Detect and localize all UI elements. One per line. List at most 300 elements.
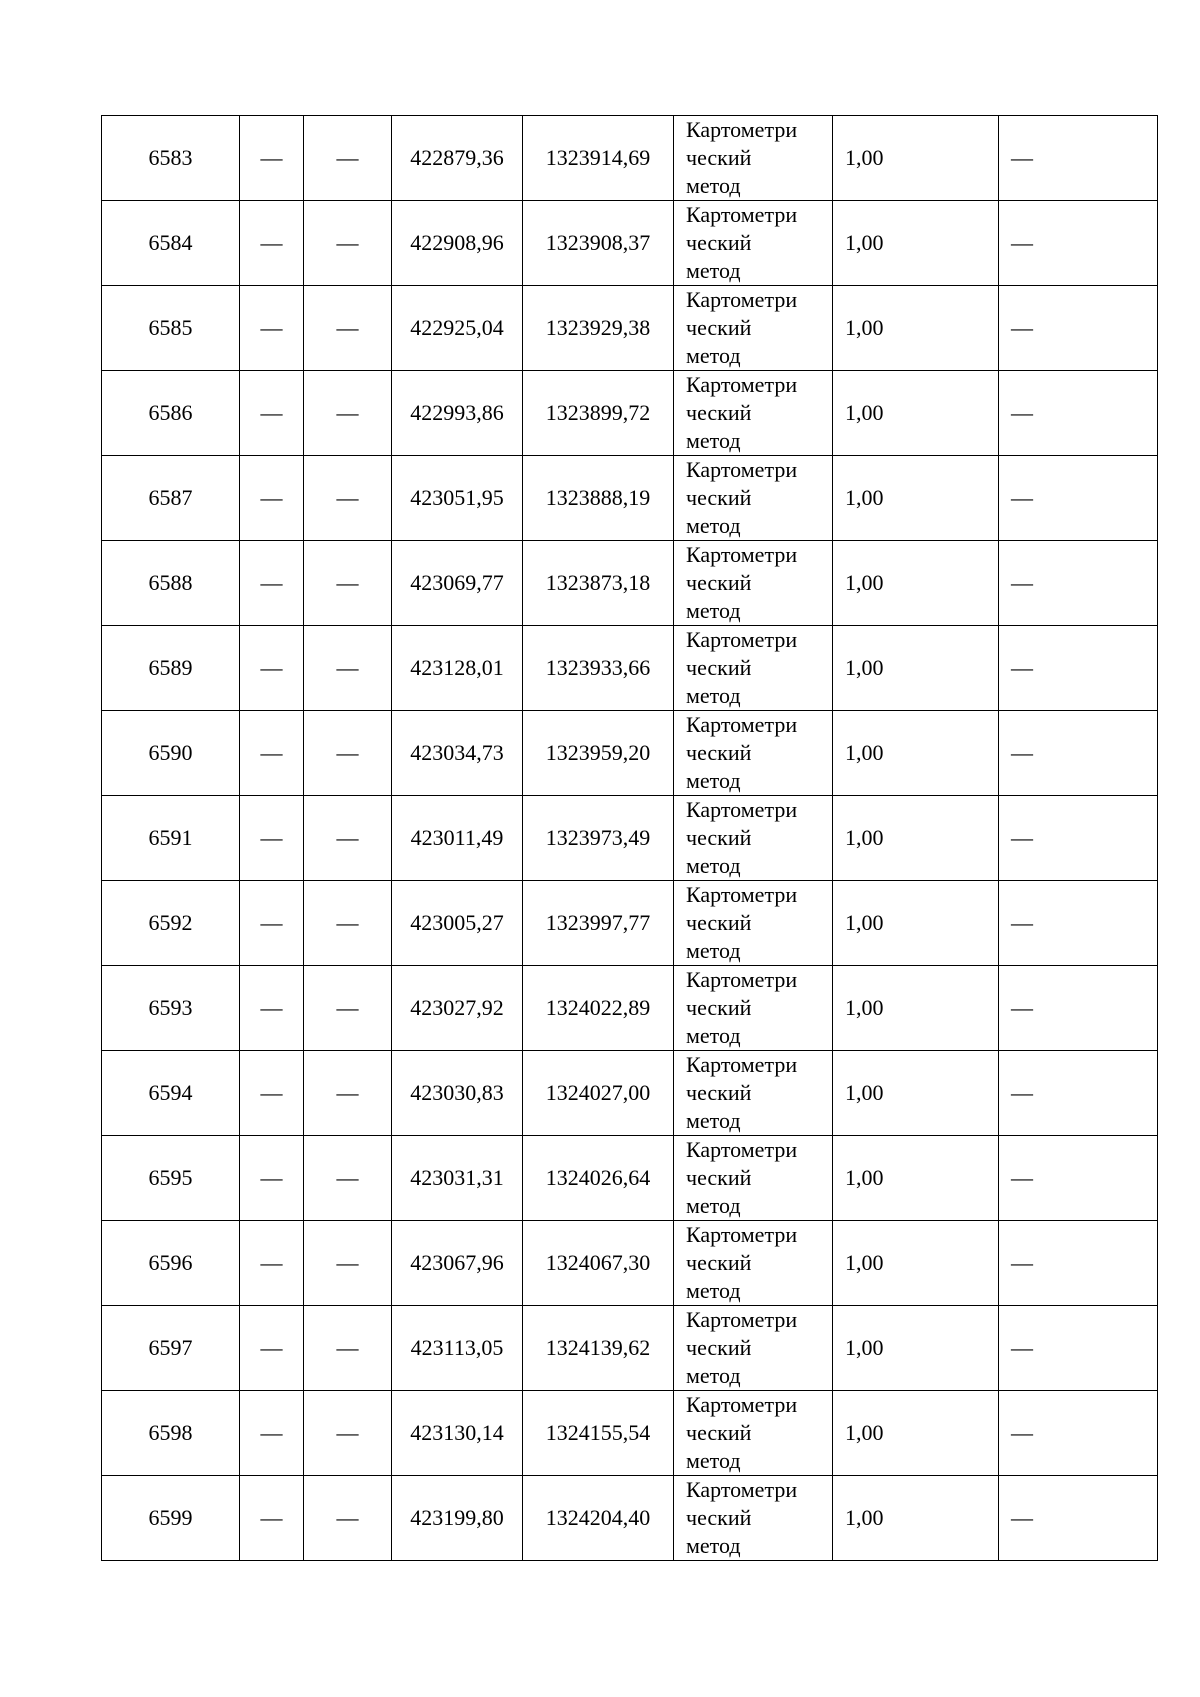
- old-y-cell: [304, 1221, 392, 1306]
- method-line-3: метод: [686, 683, 741, 708]
- method-line-3: метод: [686, 1108, 741, 1133]
- old-x-text: —: [260, 740, 283, 765]
- y-coordinate-cell: [523, 286, 674, 371]
- point-number-cell: [102, 1476, 240, 1561]
- description-text: —: [1011, 485, 1033, 510]
- x-coordinate-cell: [392, 626, 523, 711]
- accuracy-text: 1,00: [845, 230, 884, 255]
- point-number-cell: [102, 541, 240, 626]
- point-number-cell: [102, 796, 240, 881]
- y-coordinate-text: 1323959,20: [545, 740, 651, 765]
- x-coordinate-cell: [392, 201, 523, 286]
- y-coordinate-text: 1323973,49: [545, 825, 651, 850]
- old-y-cell: [304, 796, 392, 881]
- x-coordinate-text: 423051,95: [410, 485, 504, 510]
- old-y-text: —: [336, 825, 359, 850]
- method-line-3: метод: [686, 853, 741, 878]
- point-number-text: 6590: [148, 740, 193, 765]
- old-x-cell: [240, 626, 304, 711]
- accuracy-cell: [833, 456, 999, 541]
- x-coordinate-cell: [392, 1306, 523, 1391]
- accuracy-cell: [833, 1221, 999, 1306]
- x-coordinate-cell: [392, 116, 523, 201]
- old-x-text: —: [260, 570, 283, 595]
- method-line-1: Картометри: [686, 202, 798, 227]
- method-line-2: ческий: [686, 145, 752, 170]
- old-y-cell: [304, 1306, 392, 1391]
- method-cell: [674, 881, 833, 966]
- accuracy-text: 1,00: [845, 1420, 884, 1445]
- table-row: [102, 286, 1158, 371]
- x-coordinate-cell: [392, 711, 523, 796]
- table-row: [102, 1136, 1158, 1221]
- old-y-text: —: [336, 910, 359, 935]
- method-line-2: ческий: [686, 230, 752, 255]
- method-cell: [674, 201, 833, 286]
- method-cell: [674, 796, 833, 881]
- old-y-cell: [304, 201, 392, 286]
- method-line-1: Картометри: [686, 1137, 798, 1162]
- description-cell: [999, 371, 1158, 456]
- y-coordinate-text: 1323908,37: [545, 230, 651, 255]
- old-y-cell: [304, 1136, 392, 1221]
- y-coordinate-cell: [523, 626, 674, 711]
- point-number-text: 6597: [148, 1335, 193, 1360]
- accuracy-text: 1,00: [845, 1165, 884, 1190]
- old-x-text: —: [260, 1165, 283, 1190]
- old-x-text: —: [260, 1335, 283, 1360]
- old-x-cell: [240, 796, 304, 881]
- old-y-cell: [304, 1476, 392, 1561]
- y-coordinate-cell: [523, 116, 674, 201]
- method-line-2: ческий: [686, 485, 752, 510]
- accuracy-text: 1,00: [845, 995, 884, 1020]
- method-line-1: Картометри: [686, 712, 798, 737]
- x-coordinate-cell: [392, 371, 523, 456]
- old-x-cell: [240, 1476, 304, 1561]
- description-text: —: [1011, 1080, 1033, 1105]
- old-x-cell: [240, 541, 304, 626]
- y-coordinate-cell: [523, 966, 674, 1051]
- y-coordinate-cell: [523, 881, 674, 966]
- y-coordinate-text: 1324139,62: [545, 1335, 651, 1360]
- table-row: [102, 201, 1158, 286]
- method-line-2: ческий: [686, 825, 752, 850]
- old-y-text: —: [336, 315, 359, 340]
- description-cell: [999, 456, 1158, 541]
- y-coordinate-text: 1323914,69: [545, 145, 651, 170]
- old-x-text: —: [260, 485, 283, 510]
- x-coordinate-text: 422908,96: [410, 230, 504, 255]
- old-y-text: —: [336, 1080, 359, 1105]
- method-line-3: метод: [686, 598, 741, 623]
- method-line-3: метод: [686, 1023, 741, 1048]
- accuracy-cell: [833, 1391, 999, 1476]
- description-cell: [999, 796, 1158, 881]
- old-x-cell: [240, 201, 304, 286]
- method-line-3: метод: [686, 513, 741, 538]
- accuracy-text: 1,00: [845, 485, 884, 510]
- x-coordinate-text: 423113,05: [410, 1335, 504, 1360]
- x-coordinate-text: 422879,36: [410, 145, 504, 170]
- y-coordinate-cell: [523, 201, 674, 286]
- old-x-text: —: [260, 910, 283, 935]
- point-number-text: 6596: [148, 1250, 193, 1275]
- x-coordinate-text: 423199,80: [410, 1505, 504, 1530]
- point-number-cell: [102, 201, 240, 286]
- old-y-cell: [304, 541, 392, 626]
- accuracy-cell: [833, 966, 999, 1051]
- method-cell: [674, 371, 833, 456]
- old-y-text: —: [336, 230, 359, 255]
- accuracy-cell: [833, 201, 999, 286]
- old-y-text: —: [336, 400, 359, 425]
- old-y-text: —: [336, 1250, 359, 1275]
- method-line-2: ческий: [686, 1420, 752, 1445]
- x-coordinate-text: 422993,86: [410, 400, 504, 425]
- table-row: [102, 371, 1158, 456]
- method-line-1: Картометри: [686, 1477, 798, 1502]
- old-y-text: —: [336, 655, 359, 680]
- method-cell: [674, 966, 833, 1051]
- method-line-2: ческий: [686, 910, 752, 935]
- x-coordinate-text: 423027,92: [410, 995, 504, 1020]
- old-y-text: —: [336, 485, 359, 510]
- x-coordinate-text: 423130,14: [410, 1420, 504, 1445]
- accuracy-cell: [833, 711, 999, 796]
- point-number-text: 6588: [148, 570, 193, 595]
- method-cell: [674, 1306, 833, 1391]
- accuracy-text: 1,00: [845, 740, 884, 765]
- accuracy-cell: [833, 286, 999, 371]
- method-line-3: метод: [686, 1363, 741, 1388]
- description-cell: [999, 1476, 1158, 1561]
- table-row: [102, 881, 1158, 966]
- accuracy-cell: [833, 541, 999, 626]
- x-coordinate-cell: [392, 456, 523, 541]
- old-x-text: —: [260, 1505, 283, 1530]
- x-coordinate-text: 423034,73: [410, 740, 504, 765]
- method-cell: [674, 1051, 833, 1136]
- table-row: [102, 711, 1158, 796]
- table-row: [102, 1391, 1158, 1476]
- accuracy-text: 1,00: [845, 1335, 884, 1360]
- table-row: [102, 1476, 1158, 1561]
- old-x-cell: [240, 371, 304, 456]
- point-number-text: 6591: [148, 825, 193, 850]
- description-cell: [999, 881, 1158, 966]
- point-number-cell: [102, 116, 240, 201]
- x-coordinate-cell: [392, 286, 523, 371]
- old-x-cell: [240, 286, 304, 371]
- table-row: [102, 796, 1158, 881]
- table-row: [102, 966, 1158, 1051]
- method-line-2: ческий: [686, 1335, 752, 1360]
- method-line-1: Картометри: [686, 1307, 798, 1332]
- y-coordinate-cell: [523, 1306, 674, 1391]
- old-x-cell: [240, 1306, 304, 1391]
- x-coordinate-cell: [392, 1221, 523, 1306]
- old-y-cell: [304, 711, 392, 796]
- y-coordinate-text: 1323899,72: [545, 400, 651, 425]
- point-number-text: 6598: [148, 1420, 193, 1445]
- old-x-cell: [240, 1221, 304, 1306]
- point-number-cell: [102, 711, 240, 796]
- description-cell: [999, 541, 1158, 626]
- description-text: —: [1011, 995, 1033, 1020]
- description-text: —: [1011, 1420, 1033, 1445]
- description-text: —: [1011, 1335, 1033, 1360]
- old-x-cell: [240, 881, 304, 966]
- method-line-2: ческий: [686, 400, 752, 425]
- description-cell: [999, 711, 1158, 796]
- description-cell: [999, 286, 1158, 371]
- method-cell: [674, 116, 833, 201]
- method-line-3: метод: [686, 428, 741, 453]
- method-cell: [674, 286, 833, 371]
- accuracy-cell: [833, 796, 999, 881]
- description-text: —: [1011, 1250, 1033, 1275]
- description-cell: [999, 116, 1158, 201]
- description-text: —: [1011, 825, 1033, 850]
- description-text: —: [1011, 570, 1033, 595]
- old-x-cell: [240, 1136, 304, 1221]
- table-row: [102, 541, 1158, 626]
- method-line-1: Картометри: [686, 1052, 798, 1077]
- description-cell: [999, 1051, 1158, 1136]
- y-coordinate-cell: [523, 711, 674, 796]
- point-number-cell: [102, 286, 240, 371]
- point-number-text: 6583: [148, 145, 193, 170]
- method-line-2: ческий: [686, 1505, 752, 1530]
- y-coordinate-text: 1324204,40: [545, 1505, 651, 1530]
- point-number-text: 6594: [148, 1080, 193, 1105]
- old-x-text: —: [260, 400, 283, 425]
- accuracy-cell: [833, 626, 999, 711]
- point-number-text: 6592: [148, 910, 193, 935]
- x-coordinate-cell: [392, 881, 523, 966]
- method-line-2: ческий: [686, 1250, 752, 1275]
- y-coordinate-cell: [523, 456, 674, 541]
- accuracy-cell: [833, 371, 999, 456]
- old-x-cell: [240, 711, 304, 796]
- method-line-3: метод: [686, 258, 741, 283]
- old-y-text: —: [336, 570, 359, 595]
- table-row: [102, 626, 1158, 711]
- y-coordinate-text: 1324027,00: [545, 1080, 651, 1105]
- method-cell: [674, 541, 833, 626]
- method-line-1: Картометри: [686, 1222, 798, 1247]
- method-cell: [674, 711, 833, 796]
- old-y-text: —: [336, 995, 359, 1020]
- x-coordinate-cell: [392, 1391, 523, 1476]
- y-coordinate-text: 1324022,89: [545, 995, 651, 1020]
- accuracy-cell: [833, 881, 999, 966]
- method-cell: [674, 456, 833, 541]
- old-x-text: —: [260, 145, 283, 170]
- old-x-text: —: [260, 1250, 283, 1275]
- x-coordinate-text: 423128,01: [410, 655, 504, 680]
- description-text: —: [1011, 315, 1033, 340]
- old-x-text: —: [260, 825, 283, 850]
- y-coordinate-text: 1323933,66: [545, 655, 651, 680]
- accuracy-cell: [833, 1136, 999, 1221]
- old-y-cell: [304, 966, 392, 1051]
- old-y-cell: [304, 286, 392, 371]
- method-cell: [674, 1221, 833, 1306]
- method-line-2: ческий: [686, 655, 752, 680]
- old-y-cell: [304, 1051, 392, 1136]
- y-coordinate-cell: [523, 1476, 674, 1561]
- y-coordinate-text: 1323929,38: [545, 315, 651, 340]
- description-cell: [999, 1391, 1158, 1476]
- accuracy-cell: [833, 1306, 999, 1391]
- point-number-cell: [102, 456, 240, 541]
- old-x-text: —: [260, 655, 283, 680]
- old-y-text: —: [336, 1165, 359, 1190]
- point-number-cell: [102, 1306, 240, 1391]
- old-y-cell: [304, 626, 392, 711]
- accuracy-cell: [833, 1051, 999, 1136]
- old-y-text: —: [336, 740, 359, 765]
- x-coordinate-text: 423030,83: [410, 1080, 504, 1105]
- method-line-1: Картометри: [686, 542, 798, 567]
- accuracy-text: 1,00: [845, 910, 884, 935]
- x-coordinate-cell: [392, 1051, 523, 1136]
- old-x-text: —: [260, 1080, 283, 1105]
- method-line-2: ческий: [686, 1080, 752, 1105]
- method-line-3: метод: [686, 768, 741, 793]
- point-number-text: 6589: [148, 655, 193, 680]
- old-y-text: —: [336, 1505, 359, 1530]
- method-line-2: ческий: [686, 740, 752, 765]
- accuracy-text: 1,00: [845, 145, 884, 170]
- old-x-cell: [240, 966, 304, 1051]
- point-number-cell: [102, 881, 240, 966]
- method-line-3: метод: [686, 343, 741, 368]
- accuracy-text: 1,00: [845, 655, 884, 680]
- x-coordinate-text: 423011,49: [410, 825, 504, 850]
- y-coordinate-cell: [523, 541, 674, 626]
- accuracy-text: 1,00: [845, 570, 884, 595]
- table-row: [102, 1306, 1158, 1391]
- x-coordinate-cell: [392, 796, 523, 881]
- method-line-2: ческий: [686, 315, 752, 340]
- y-coordinate-text: 1323888,19: [545, 485, 651, 510]
- y-coordinate-cell: [523, 1051, 674, 1136]
- accuracy-text: 1,00: [845, 315, 884, 340]
- method-line-3: метод: [686, 1533, 741, 1558]
- old-y-cell: [304, 1391, 392, 1476]
- x-coordinate-cell: [392, 541, 523, 626]
- old-y-cell: [304, 881, 392, 966]
- y-coordinate-text: 1323997,77: [545, 910, 651, 935]
- y-coordinate-cell: [523, 1391, 674, 1476]
- point-number-cell: [102, 1221, 240, 1306]
- method-line-3: метод: [686, 173, 741, 198]
- method-line-1: Картометри: [686, 1392, 798, 1417]
- x-coordinate-text: 422925,04: [410, 315, 504, 340]
- description-text: —: [1011, 740, 1033, 765]
- point-number-text: 6599: [148, 1505, 193, 1530]
- y-coordinate-cell: [523, 371, 674, 456]
- y-coordinate-text: 1324155,54: [545, 1420, 651, 1445]
- method-line-1: Картометри: [686, 967, 798, 992]
- old-y-text: —: [336, 1335, 359, 1360]
- old-x-text: —: [260, 995, 283, 1020]
- point-number-cell: [102, 1136, 240, 1221]
- method-line-1: Картометри: [686, 117, 798, 142]
- point-number-text: 6586: [148, 400, 193, 425]
- y-coordinate-cell: [523, 1221, 674, 1306]
- method-cell: [674, 1391, 833, 1476]
- description-cell: [999, 1221, 1158, 1306]
- point-number-cell: [102, 626, 240, 711]
- point-number-cell: [102, 1391, 240, 1476]
- description-cell: [999, 201, 1158, 286]
- method-line-1: Картометри: [686, 627, 798, 652]
- x-coordinate-cell: [392, 966, 523, 1051]
- method-line-1: Картометри: [686, 797, 798, 822]
- method-line-1: Картометри: [686, 287, 798, 312]
- old-x-cell: [240, 1391, 304, 1476]
- point-number-text: 6585: [148, 315, 193, 340]
- table-row: [102, 456, 1158, 541]
- accuracy-text: 1,00: [845, 1250, 884, 1275]
- description-text: —: [1011, 230, 1033, 255]
- table-row: [102, 116, 1158, 201]
- old-y-cell: [304, 371, 392, 456]
- x-coordinate-cell: [392, 1476, 523, 1561]
- point-number-cell: [102, 371, 240, 456]
- description-text: —: [1011, 910, 1033, 935]
- point-number-text: 6593: [148, 995, 193, 1020]
- method-line-3: метод: [686, 938, 741, 963]
- method-line-2: ческий: [686, 1165, 752, 1190]
- y-coordinate-cell: [523, 1136, 674, 1221]
- method-cell: [674, 1136, 833, 1221]
- method-line-2: ческий: [686, 570, 752, 595]
- method-cell: [674, 1476, 833, 1561]
- x-coordinate-text: 423069,77: [410, 570, 504, 595]
- coordinates-table-body: [102, 116, 1158, 1561]
- old-x-text: —: [260, 230, 283, 255]
- method-line-3: метод: [686, 1278, 741, 1303]
- old-x-cell: [240, 116, 304, 201]
- method-line-3: метод: [686, 1193, 741, 1218]
- method-line-2: ческий: [686, 995, 752, 1020]
- point-number-cell: [102, 1051, 240, 1136]
- x-coordinate-text: 423067,96: [410, 1250, 504, 1275]
- old-x-cell: [240, 456, 304, 541]
- description-text: —: [1011, 1505, 1033, 1530]
- accuracy-cell: [833, 116, 999, 201]
- method-cell: [674, 626, 833, 711]
- point-number-cell: [102, 966, 240, 1051]
- description-cell: [999, 1306, 1158, 1391]
- coordinates-table: [101, 115, 1158, 1561]
- table-row: [102, 1051, 1158, 1136]
- accuracy-text: 1,00: [845, 400, 884, 425]
- description-text: —: [1011, 145, 1033, 170]
- description-cell: [999, 1136, 1158, 1221]
- method-line-1: Картометри: [686, 882, 798, 907]
- description-text: —: [1011, 655, 1033, 680]
- accuracy-text: 1,00: [845, 1505, 884, 1530]
- x-coordinate-text: 423031,31: [410, 1165, 504, 1190]
- y-coordinate-text: 1324067,30: [545, 1250, 651, 1275]
- description-text: —: [1011, 1165, 1033, 1190]
